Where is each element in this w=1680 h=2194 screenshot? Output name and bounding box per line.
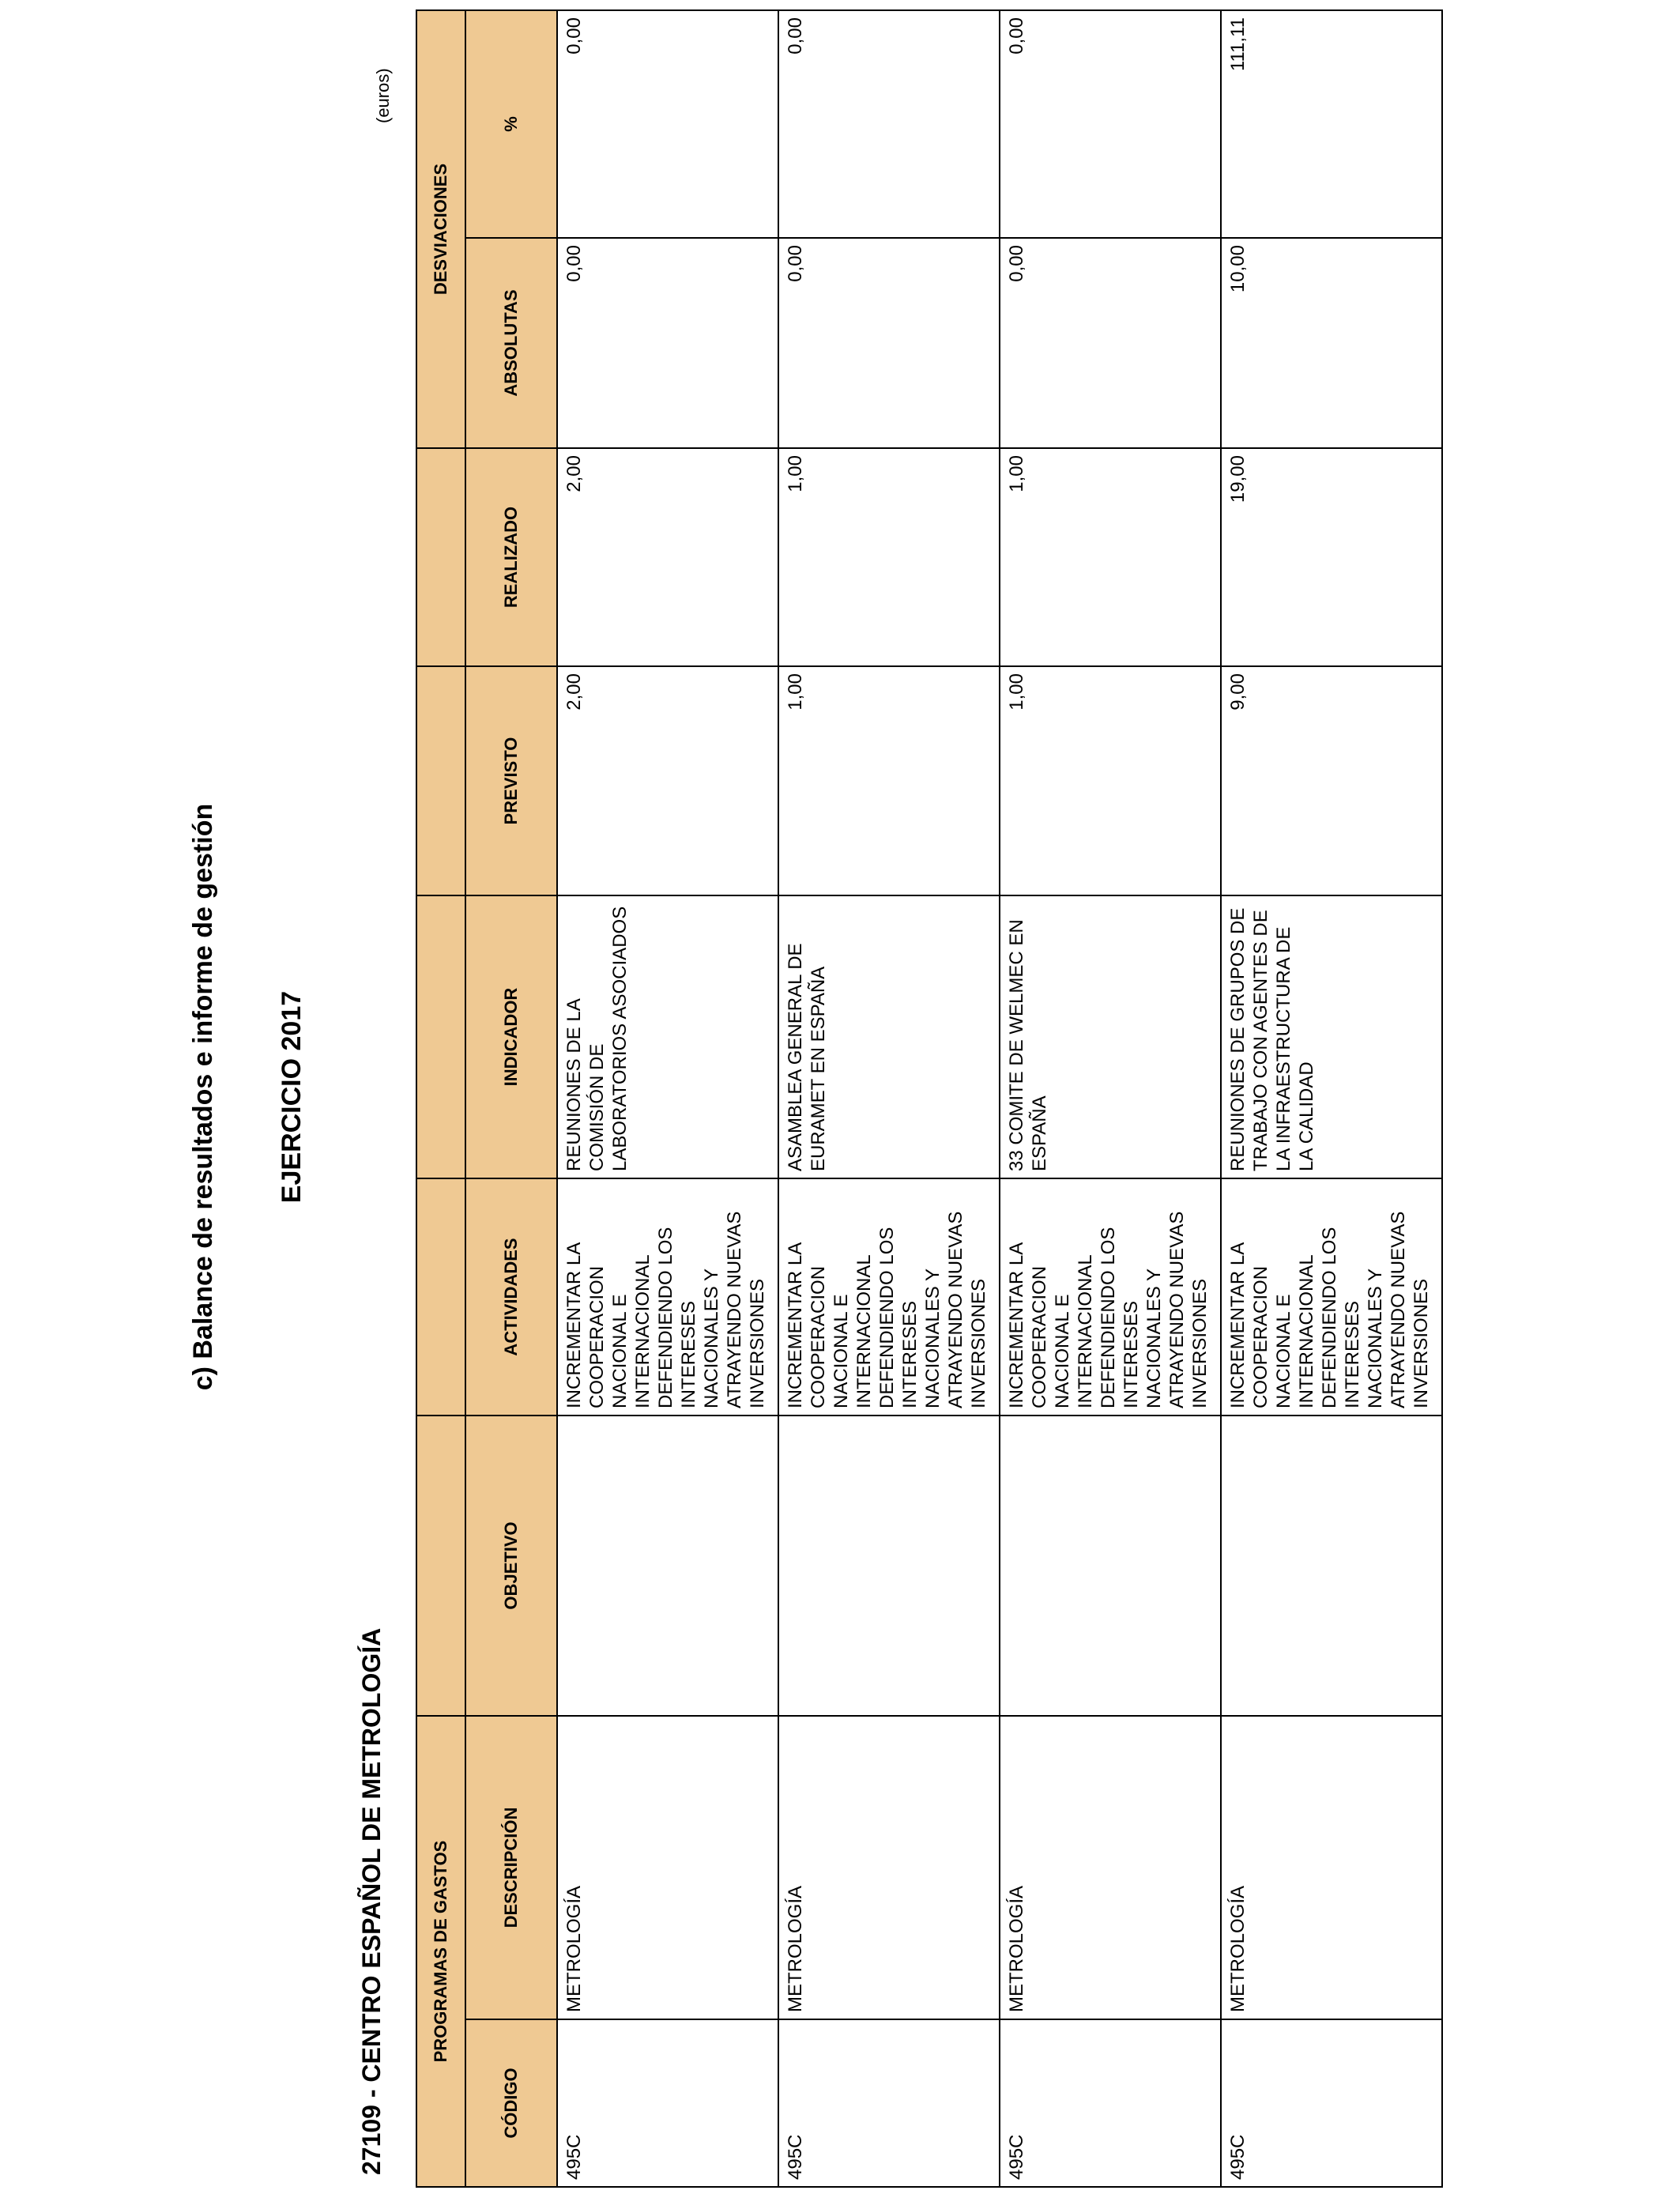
cell-previsto: 9,00 xyxy=(1221,666,1442,895)
document-title: c) Balance de resultados e informe de gestión xyxy=(188,803,218,1391)
header-realizado: REALIZADO xyxy=(465,448,557,666)
cell-codigo: 495C xyxy=(778,2019,1000,2187)
cell-indicador: REUNIONES DE GRUPOS DE TRABAJO CON AGENTES DE LA INFRAESTRUCTURA DE LA CALIDAD xyxy=(1221,895,1442,1178)
header-actividades: ACTIVIDADES xyxy=(465,1178,557,1416)
cell-actividades: INCREMENTAR LA COOPERACION NACIONAL E INTERNACIONAL DEFENDIENDO LOS INTERESES NACIONALES Y ATRAYENDO NUEVAS INVERSIONES xyxy=(557,1178,778,1416)
header-objetivo: OBJETIVO xyxy=(465,1416,557,1716)
cell-absolutas: 0,00 xyxy=(1000,238,1221,448)
header-descripcion: DESCRIPCIÓN xyxy=(465,1716,557,2019)
cell-objetivo xyxy=(1000,1416,1221,1716)
cell-actividades: INCREMENTAR LA COOPERACION NACIONAL E INTERNACIONAL DEFENDIENDO LOS INTERESES NACIONALES Y ATRAYENDO NUEVAS INVERSIONES xyxy=(778,1178,1000,1416)
cell-codigo: 495C xyxy=(1221,2019,1442,2187)
cell-previsto: 1,00 xyxy=(778,666,1000,895)
cell-realizado: 1,00 xyxy=(1000,448,1221,666)
organization-heading: 27109 - CENTRO ESPAÑOL DE METROLOGÍA xyxy=(357,1627,386,2175)
header-desviaciones: DESVIACIONES xyxy=(416,10,465,448)
cell-porcentaje: 0,00 xyxy=(1000,10,1221,238)
results-table xyxy=(416,9,1443,2188)
header-previsto: PREVISTO xyxy=(465,666,557,895)
header-spacer-indicador xyxy=(416,895,465,1178)
header-spacer-previsto xyxy=(416,666,465,895)
cell-objetivo xyxy=(557,1416,778,1716)
cell-descripcion: METROLOGÍA xyxy=(557,1716,778,2019)
header-programas-de-gastos: PROGRAMAS DE GASTOS xyxy=(416,1716,465,2187)
cell-indicador: REUNIONES DE LA COMISIÓN DE LABORATORIOS ASOCIADOS xyxy=(557,895,778,1178)
cell-indicador: 33 COMITE DE WELMEC EN ESPAÑA xyxy=(1000,895,1221,1178)
cell-porcentaje: 111,11 xyxy=(1221,10,1442,238)
cell-codigo: 495C xyxy=(1000,2019,1221,2187)
cell-realizado: 2,00 xyxy=(557,448,778,666)
header-spacer-realizado xyxy=(416,448,465,666)
cell-descripcion: METROLOGÍA xyxy=(1000,1716,1221,2019)
cell-porcentaje: 0,00 xyxy=(557,10,778,238)
header-indicador: INDICADOR xyxy=(465,895,557,1178)
table-row xyxy=(778,10,1000,2187)
cell-objetivo xyxy=(778,1416,1000,1716)
cell-actividades: INCREMENTAR LA COOPERACION NACIONAL E INTERNACIONAL DEFENDIENDO LOS INTERESES NACIONALES Y ATRAYENDO NUEVAS INVERSIONES xyxy=(1221,1178,1442,1416)
table-row xyxy=(557,10,778,2187)
cell-codigo: 495C xyxy=(557,2019,778,2187)
cell-actividades: INCREMENTAR LA COOPERACION NACIONAL E INTERNACIONAL DEFENDIENDO LOS INTERESES NACIONALES Y ATRAYENDO NUEVAS INVERSIONES xyxy=(1000,1178,1221,1416)
cell-objetivo xyxy=(1221,1416,1442,1716)
header-porcentaje: % xyxy=(465,10,557,238)
header-absolutas: ABSOLUTAS xyxy=(465,238,557,448)
header-spacer-actividades xyxy=(416,1178,465,1416)
cell-indicador: ASAMBLEA GENERAL DE EURAMET EN ESPAÑA xyxy=(778,895,1000,1178)
header-spacer-objetivo xyxy=(416,1416,465,1716)
cell-previsto: 1,00 xyxy=(1000,666,1221,895)
currency-unit: (euros) xyxy=(373,68,393,123)
table-row xyxy=(1221,10,1442,2187)
cell-descripcion: METROLOGÍA xyxy=(778,1716,1000,2019)
cell-realizado: 1,00 xyxy=(778,448,1000,666)
header-codigo: CÓDIGO xyxy=(465,2019,557,2187)
cell-absolutas: 10,00 xyxy=(1221,238,1442,448)
cell-previsto: 2,00 xyxy=(557,666,778,895)
cell-descripcion: METROLOGÍA xyxy=(1221,1716,1442,2019)
cell-realizado: 19,00 xyxy=(1221,448,1442,666)
cell-porcentaje: 0,00 xyxy=(778,10,1000,238)
exercise-year: EJERCICIO 2017 xyxy=(277,990,307,1204)
cell-absolutas: 0,00 xyxy=(778,238,1000,448)
cell-absolutas: 0,00 xyxy=(557,238,778,448)
table-row xyxy=(1000,10,1221,2187)
